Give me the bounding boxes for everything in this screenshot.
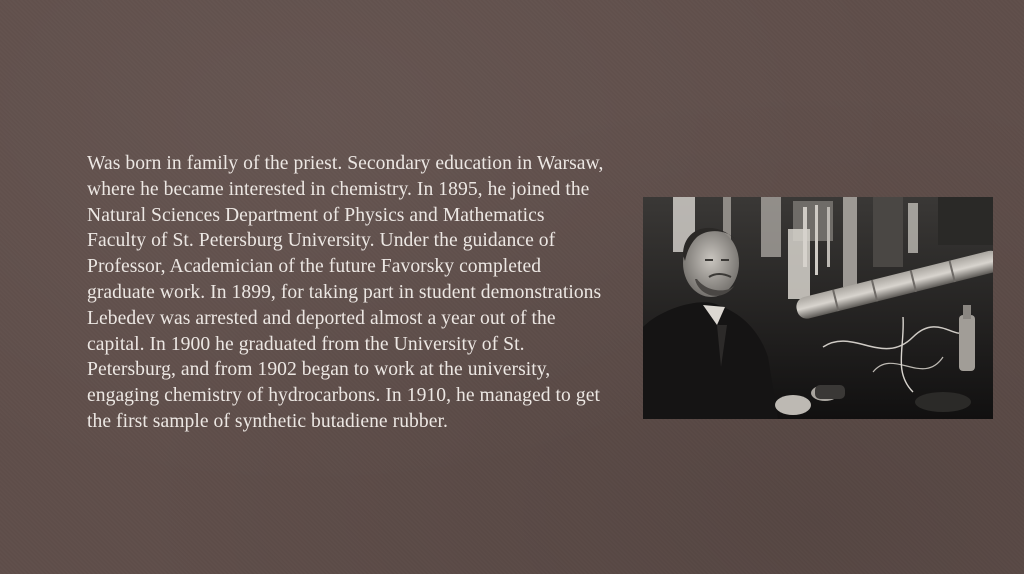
biography-text: Was born in family of the priest. Secondary education in Warsaw, where he became interested in chemistry. In 1895, he joined the Natural Sciences Department of Physics and Mathematics Faculty of St. Petersburg University. Under the guidance of Professor, Academician of the future Favorsky completed graduate work. In 1899, for taking part in student demonstrations Lebedev was arrested and deported almost a year out of the capital. In 1900 he graduated from the University of St. Petersburg, and from 1902 began to work at the university, engaging chemistry of hydrocarbons. In 1910, he managed to get the first sample of synthetic butadiene rubber.: [87, 153, 604, 432]
lab-photo-illustration: [643, 197, 993, 419]
portrait-photo: [643, 197, 993, 419]
